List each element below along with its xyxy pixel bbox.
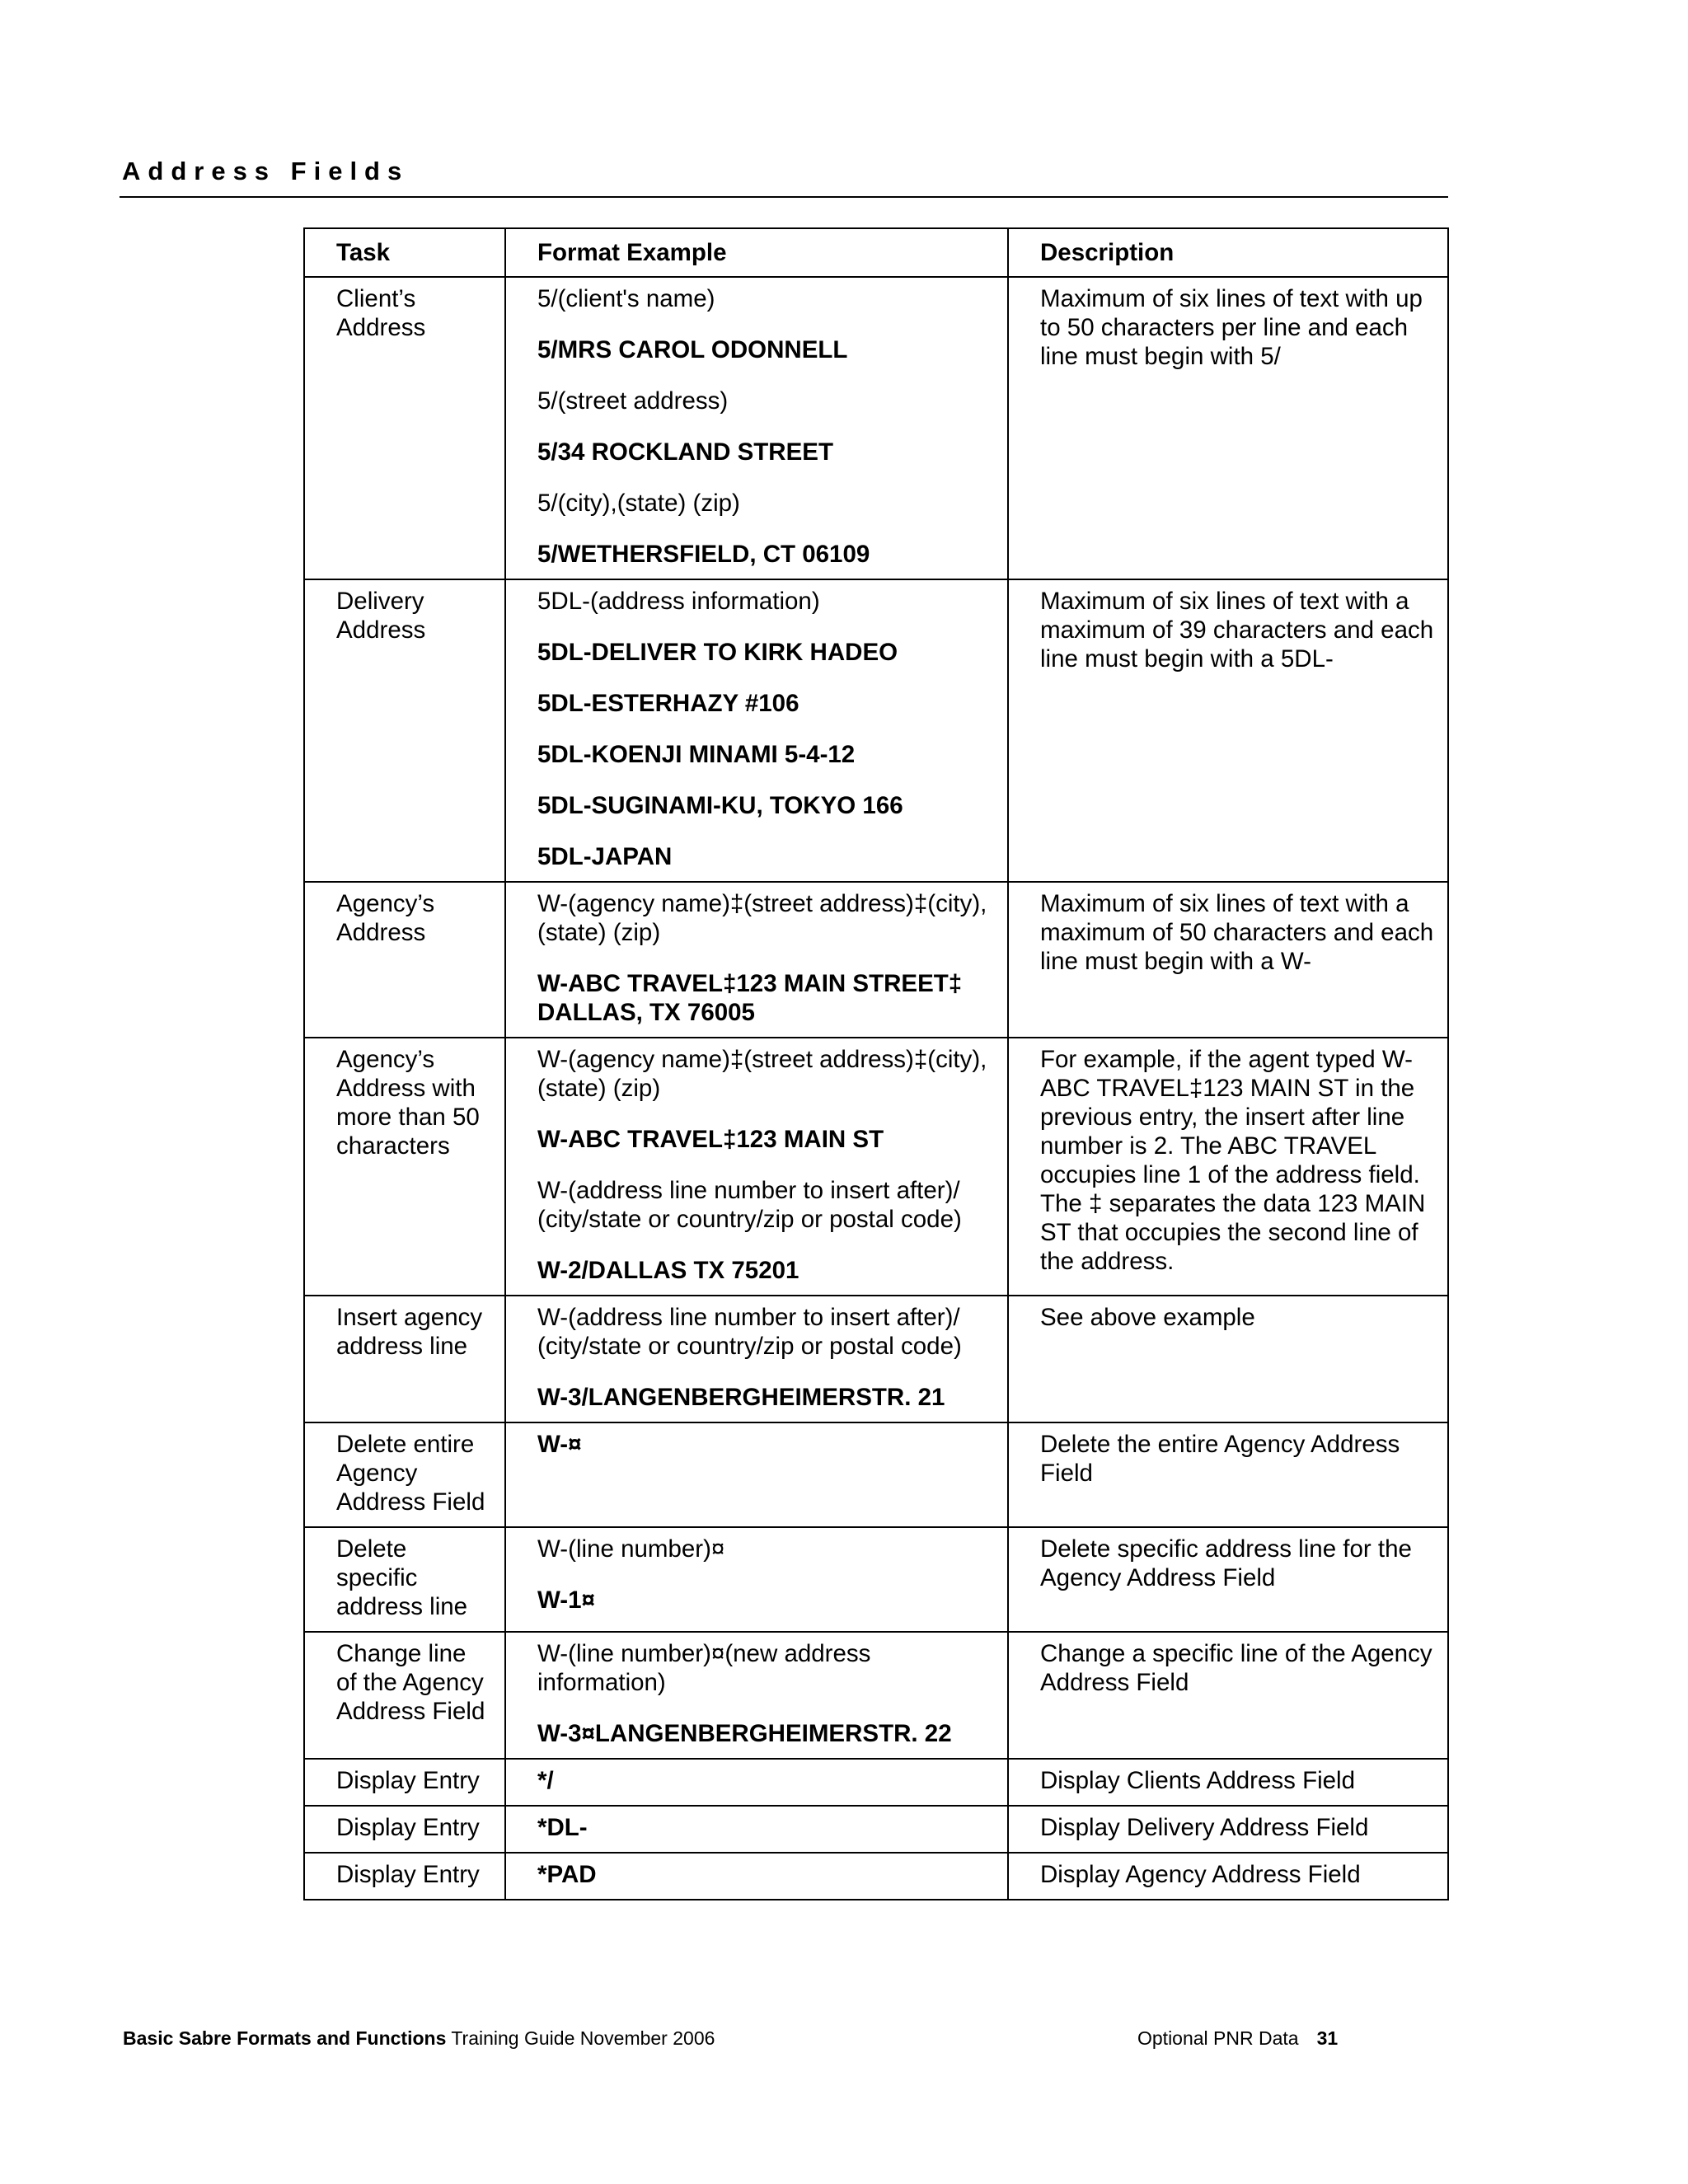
format-example-entry: W-¤ bbox=[537, 1431, 582, 1458]
header-task: Task bbox=[304, 228, 505, 277]
format-syntax: 5/(client's name) bbox=[537, 285, 715, 312]
format-example-entry: W-3¤LANGENBERGHEIMERSTR. 22 bbox=[537, 1720, 952, 1747]
section-title: Address Fields bbox=[122, 157, 410, 185]
table-header-row bbox=[304, 228, 1448, 277]
description-cell: Delete specific address line for the Agency Address Field bbox=[1008, 1527, 1448, 1632]
table-row bbox=[304, 1527, 1448, 1632]
footer-section-name: Optional PNR Data bbox=[1137, 2027, 1299, 2049]
task-cell: Insert agency address line bbox=[304, 1296, 505, 1422]
description-cell: Display Delivery Address Field bbox=[1008, 1806, 1448, 1853]
format-example-entry: 5/MRS CAROL ODONNELL bbox=[537, 336, 848, 363]
table-row bbox=[304, 1759, 1448, 1806]
format-syntax: W-(agency name)‡(street address)‡(city), (state) (zip) bbox=[537, 1046, 987, 1102]
format-example-cell bbox=[505, 1296, 1008, 1422]
table-row bbox=[304, 1296, 1448, 1422]
format-example-entry: 5DL-DELIVER TO KIRK HADEO bbox=[537, 639, 898, 666]
format-example-cell bbox=[505, 882, 1008, 1038]
format-example-entry: 5/WETHERSFIELD, CT 06109 bbox=[537, 541, 870, 568]
format-syntax: W-(address line number to insert after)/ (city/state or country/zip or postal code) bbox=[537, 1304, 962, 1360]
format-example-cell bbox=[505, 579, 1008, 882]
task-cell: Display Entry bbox=[304, 1806, 505, 1853]
description-cell: Maximum of six lines of text with a maximum of 39 characters and each line must begin with a 5DL- bbox=[1008, 579, 1448, 882]
format-example-entry: *DL- bbox=[537, 1814, 588, 1841]
format-example-entry: W-ABC TRAVEL‡123 MAIN STREET‡ DALLAS, TX 76005 bbox=[537, 970, 963, 1026]
table-row bbox=[304, 1806, 1448, 1853]
title-divider bbox=[120, 196, 1448, 198]
footer-guide-subtitle: Training Guide November 2006 bbox=[446, 2027, 715, 2049]
task-cell: Agency’s Address with more than 50 characters bbox=[304, 1038, 505, 1296]
format-example-cell bbox=[505, 1527, 1008, 1632]
footer-guide bbox=[123, 2027, 715, 2050]
format-example-entry: W-3/LANGENBERGHEIMERSTR. 21 bbox=[537, 1384, 945, 1411]
table-row bbox=[304, 277, 1448, 579]
task-cell: Change line of the Agency Address Field bbox=[304, 1632, 505, 1759]
format-example-entry: *PAD bbox=[537, 1861, 597, 1888]
format-example-cell bbox=[505, 1038, 1008, 1296]
header-description: Description bbox=[1008, 228, 1448, 277]
format-example-entry: 5DL-SUGINAMI-KU, TOKYO 166 bbox=[537, 792, 903, 819]
address-fields-table bbox=[303, 227, 1449, 1900]
table-row bbox=[304, 1422, 1448, 1527]
description-cell: Display Clients Address Field bbox=[1008, 1759, 1448, 1806]
description-cell: Display Agency Address Field bbox=[1008, 1853, 1448, 1900]
task-cell: Display Entry bbox=[304, 1853, 505, 1900]
format-syntax: 5/(street address) bbox=[537, 387, 729, 415]
format-example-entry: W-ABC TRAVEL‡123 MAIN ST bbox=[537, 1126, 884, 1153]
task-cell: Delivery Address bbox=[304, 579, 505, 882]
format-syntax: 5DL-(address information) bbox=[537, 588, 820, 615]
footer-guide-title: Basic Sabre Formats and Functions bbox=[123, 2027, 447, 2049]
page-number: 31 bbox=[1316, 2027, 1339, 2049]
task-cell: Display Entry bbox=[304, 1759, 505, 1806]
table-row bbox=[304, 1853, 1448, 1900]
format-example-entry: W-2/DALLAS TX 75201 bbox=[537, 1257, 799, 1284]
task-cell: Client’s Address bbox=[304, 277, 505, 579]
task-cell: Delete entire Agency Address Field bbox=[304, 1422, 505, 1527]
description-cell: See above example bbox=[1008, 1296, 1448, 1422]
description-cell: Maximum of six lines of text with up to 50 characters per line and each line must begin with 5/ bbox=[1008, 277, 1448, 579]
description-cell: Maximum of six lines of text with a maximum of 50 characters and each line must begin with a W- bbox=[1008, 882, 1448, 1038]
description-cell: Delete the entire Agency Address Field bbox=[1008, 1422, 1448, 1527]
format-example-cell bbox=[505, 1806, 1008, 1853]
format-syntax: W-(agency name)‡(street address)‡(city), (state) (zip) bbox=[537, 890, 987, 946]
table-row bbox=[304, 1632, 1448, 1759]
format-example-entry: 5DL-JAPAN bbox=[537, 843, 673, 870]
format-syntax: W-(line number)¤(new address information) bbox=[537, 1640, 871, 1696]
format-syntax: 5/(city),(state) (zip) bbox=[537, 490, 740, 517]
format-example-cell bbox=[505, 277, 1008, 579]
format-example-entry: W-1¤ bbox=[537, 1586, 595, 1614]
table-body bbox=[304, 277, 1448, 1900]
format-example-cell bbox=[505, 1422, 1008, 1527]
description-cell: Change a specific line of the Agency Address Field bbox=[1008, 1632, 1448, 1759]
format-example-entry: 5/34 ROCKLAND STREET bbox=[537, 438, 833, 466]
format-example-cell bbox=[505, 1759, 1008, 1806]
task-cell: Agency’s Address bbox=[304, 882, 505, 1038]
format-example-cell bbox=[505, 1853, 1008, 1900]
header-format-example: Format Example bbox=[505, 228, 1008, 277]
format-example-cell bbox=[505, 1632, 1008, 1759]
format-syntax: W-(address line number to insert after)/ (city/state or country/zip or postal code) bbox=[537, 1177, 962, 1233]
task-cell: Delete specific address line bbox=[304, 1527, 505, 1632]
format-syntax: W-(line number)¤ bbox=[537, 1535, 725, 1563]
format-example-entry: */ bbox=[537, 1767, 554, 1794]
table-row bbox=[304, 1038, 1448, 1296]
table-row bbox=[304, 882, 1448, 1038]
footer-page-info bbox=[1137, 2027, 1338, 2050]
description-cell: For example, if the agent typed W-ABC TRAVEL‡123 MAIN ST in the previous entry, the insert after line number is 2. The ABC TRAVEL occupies line 1 of the address field. The ‡ separates the data 123 MAIN ST that occupies the second line of the address. bbox=[1008, 1038, 1448, 1296]
table-row bbox=[304, 579, 1448, 882]
format-example-entry: 5DL-ESTERHAZY #106 bbox=[537, 690, 799, 717]
format-example-entry: 5DL-KOENJI MINAMI 5-4-12 bbox=[537, 741, 856, 768]
